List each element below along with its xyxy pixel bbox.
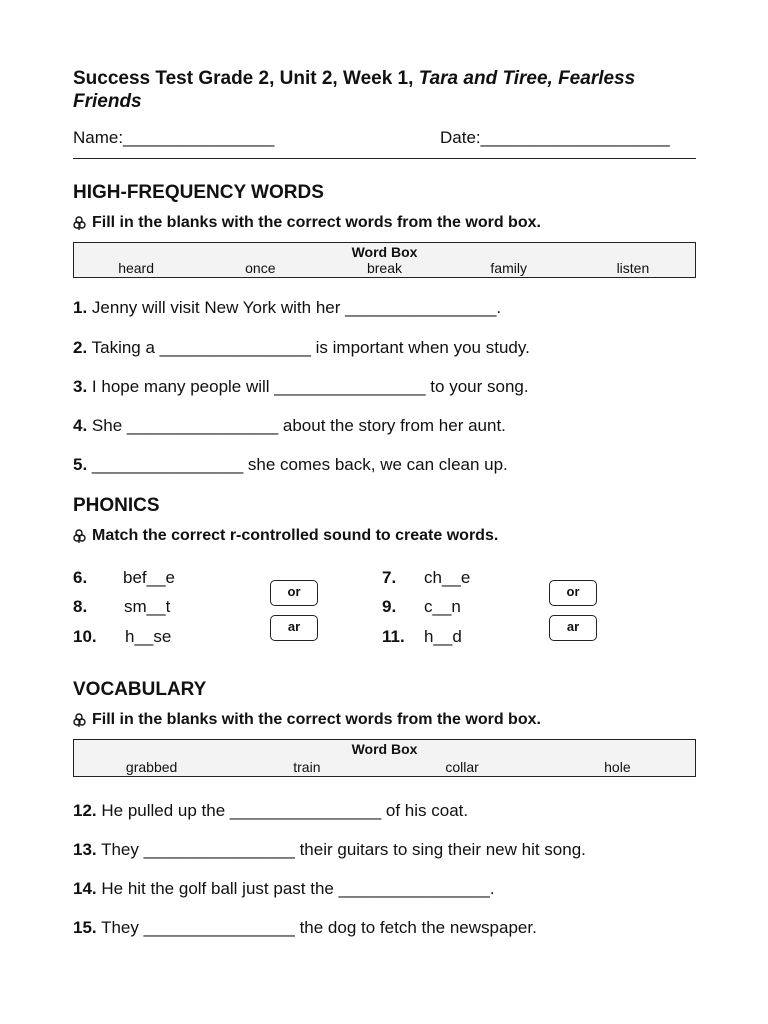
question-3[interactable]: 3. I hope many people will ________________ to your song. [73,377,529,396]
word-box-word: train [293,759,321,775]
question-4[interactable]: 4. She ________________ about the story from her aunt. [73,416,506,435]
choice-or-right[interactable]: or [549,580,597,606]
name-date-row [73,128,696,152]
hfw-instruction [73,214,696,232]
question-14[interactable]: 14. He hit the golf ball just past the ________________. [73,879,495,898]
word-box-word: heard [118,260,154,276]
choice-ar-right[interactable]: ar [549,615,597,641]
phonics-heading: PHONICS [73,495,160,516]
question-15[interactable]: 15. They ________________ the dog to fetch the newspaper. [73,918,537,937]
word-box-word: hole [604,759,631,775]
pencil-hand-icon [73,529,91,543]
phonics-item-10[interactable]: 10. h__se [73,627,172,646]
question-12[interactable]: 12. He pulled up the ________________ of his coat. [73,801,469,820]
phonics-item-9[interactable]: 9. c__n [382,597,461,616]
title-story: Tara and Tiree, Fearless Friends [73,68,636,112]
pencil-hand-icon [73,713,91,727]
page-title [73,67,696,113]
vocab-instruction-text: Fill in the blanks with the correct words from the word box. [92,711,541,728]
question-5[interactable]: 5. ________________ she comes back, we can clean up. [73,455,508,474]
word-box-word: break [366,260,403,276]
word-box-words [74,260,695,276]
vocab-section [73,679,696,777]
hfw-instruction-text: Fill in the blanks with the correct words from the word box. [92,214,541,231]
word-box-word: grabbed [125,759,178,775]
choice-or-left[interactable]: or [270,580,318,606]
phonics-instruction [73,527,696,545]
question-2[interactable]: 2. Taking a ________________ is important when you study. [73,338,530,357]
date-field[interactable]: Date:____________________ [440,128,670,147]
pencil-hand-icon [73,216,91,230]
name-field[interactable]: Name:________________ [73,128,275,147]
hfw-section [73,182,696,278]
word-box-word: once [245,260,276,276]
word-box-title: Word Box [351,741,418,757]
question-13[interactable]: 13. They ________________ their guitars to sing their new hit song. [73,840,586,859]
vocab-instruction [73,711,696,729]
phonics-section [73,495,696,545]
phonics-item-11[interactable]: 11. h__d [382,627,462,646]
worksheet [73,67,696,159]
vocab-word-box [73,739,696,777]
header-divider [73,158,696,159]
phonics-item-6[interactable]: 6. bef__e [73,568,175,587]
phonics-item-7[interactable]: 7. ch__e [382,568,471,587]
word-box-word: family [490,260,527,276]
word-box-word: collar [445,759,479,775]
phonics-item-8[interactable]: 8. sm__t [73,597,171,616]
phonics-instruction-text: Match the correct r-controlled sound to create words. [92,527,499,544]
hfw-word-box [73,242,696,278]
title-text: Success Test Grade 2, Unit 2, Week 1, [73,68,414,89]
choice-ar-left[interactable]: ar [270,615,318,641]
word-box-words [74,759,695,775]
question-1[interactable]: 1. Jenny will visit New York with her ________________. [73,298,502,317]
hfw-heading: HIGH-FREQUENCY WORDS [73,182,324,203]
word-box-word: listen [616,260,650,276]
vocab-heading: VOCABULARY [73,679,207,700]
word-box-title: Word Box [351,244,418,260]
